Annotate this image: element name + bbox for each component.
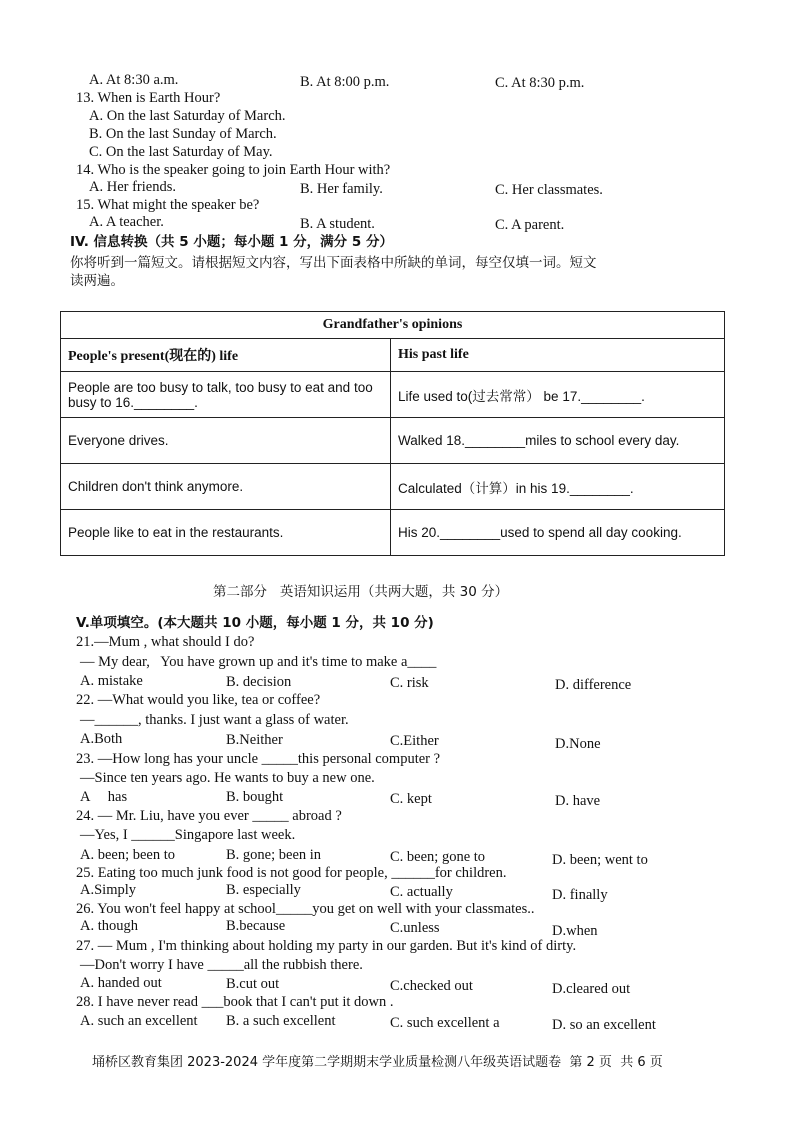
q21-option-a: A. mistake	[80, 673, 143, 689]
q28-option-a: A. such an excellent	[80, 1013, 198, 1029]
table-cell-present: People are too busy to talk, too busy to eat and too busy to 16.________.	[61, 372, 391, 418]
q27-option-c: C.checked out	[390, 978, 473, 994]
q14-option-b: B. Her family.	[300, 181, 383, 197]
q26-line1: 26. You won't feel happy at school_____you get on well with your classmates..	[76, 901, 535, 917]
q25-option-c: C. actually	[390, 884, 453, 900]
section4-heading: IV. 信息转换（共 5 小题；每小题 1 分，满分 5 分）	[70, 234, 393, 250]
q21-line2: — My dear, You have grown up and it's time to make a____	[80, 654, 437, 670]
q13-option-b: B. On the last Sunday of March.	[89, 126, 277, 142]
q15-option-c: C. A parent.	[495, 217, 565, 233]
q27-line2: —Don't worry I have _____all the rubbish there.	[80, 957, 363, 973]
q22-option-b: B.Neither	[226, 732, 283, 748]
table-cell-past: Walked 18.________miles to school every day.	[391, 418, 725, 464]
q23-line2: —Since ten years ago. He wants to buy a new one.	[80, 770, 375, 786]
table-cell-past: Calculated（计算）in his 19.________.	[391, 464, 725, 510]
q26-option-d: D.when	[552, 923, 598, 939]
q23-option-d: D. have	[555, 793, 601, 809]
page-footer: 埇桥区教育集团 2023-2024 学年度第二学期期末学业质量检测八年级英语试题卷 第 2 页 共 6 页	[92, 1055, 663, 1070]
q15-option-a: A. A teacher.	[89, 214, 164, 230]
q24-line1: 24. — Mr. Liu, have you ever _____ abroad ?	[76, 808, 342, 824]
q21-option-d: D. difference	[555, 677, 632, 693]
q26-option-a: A. though	[80, 918, 138, 934]
q28-option-d: D. so an excellent	[552, 1017, 656, 1033]
q13-option-c: C. On the last Saturday of May.	[89, 144, 273, 160]
table-cell-past: His 20.________used to spend all day cooking.	[391, 510, 725, 556]
q15-option-b: B. A student.	[300, 216, 375, 232]
section5-heading: V.单项填空。(本大题共 10 小题，每小题 1 分，共 10 分)	[76, 615, 434, 631]
q22-option-d: D.None	[555, 736, 601, 752]
q13-stem: 13. When is Earth Hour?	[76, 90, 221, 106]
q25-option-a: A.Simply	[80, 882, 136, 898]
q12-option-b: B. At 8:00 p.m.	[300, 74, 390, 90]
q23-line1: 23. —How long has your uncle _____this personal computer ?	[76, 751, 441, 767]
q24-line2: —Yes, I ______Singapore last week.	[80, 827, 296, 843]
q28-line1: 28. I have never read ___book that I can't put it down .	[76, 994, 394, 1010]
grandfather-opinions-table	[60, 311, 725, 556]
q22-option-a: A.Both	[80, 731, 123, 747]
table-row	[61, 372, 725, 418]
q22-line2: —______, thanks. I just want a glass of water.	[80, 712, 349, 728]
table-row	[61, 464, 725, 510]
q25-option-b: B. especially	[226, 882, 301, 898]
q15-stem: 15. What might the speaker be?	[76, 197, 260, 213]
q24-option-b: B. gone; been in	[226, 847, 322, 863]
q26-option-c: C.unless	[390, 920, 440, 936]
q27-option-d: D.cleared out	[552, 981, 631, 997]
table-title: Grandfather's opinions	[61, 312, 725, 339]
q23-option-c: C. kept	[390, 791, 432, 807]
q14-option-a: A. Her friends.	[89, 179, 176, 195]
q27-line1: 27. — Mum , I'm thinking about holding my party in our garden. But it's kind of dirty.	[76, 938, 577, 954]
q21-line1: 21.—Mum , what should I do?	[76, 634, 255, 650]
q14-option-c: C. Her classmates.	[495, 182, 603, 198]
section4-instruction-line1: 你将听到一篇短文。请根据短文内容，写出下面表格中所缺的单词，每空仅填一词。短文	[70, 255, 597, 271]
q25-option-d: D. finally	[552, 887, 608, 903]
table-header-present: People's present(现在的) life	[61, 339, 391, 372]
table-cell-present: Children don't think anymore.	[61, 464, 391, 510]
q21-option-c: C. risk	[390, 675, 429, 691]
q12-option-a: A. At 8:30 a.m.	[89, 72, 179, 88]
q26-option-b: B.because	[226, 918, 286, 934]
q22-option-c: C.Either	[390, 733, 439, 749]
table-cell-past: Life used to(过去常常） be 17.________.	[391, 372, 725, 418]
q23-option-b: B. bought	[226, 789, 284, 805]
q28-option-c: C. such excellent a	[390, 1015, 500, 1031]
q28-option-b: B. a such excellent	[226, 1013, 336, 1029]
q24-option-c: C. been; gone to	[390, 849, 486, 865]
q27-option-b: B.cut out	[226, 976, 280, 992]
q14-stem: 14. Who is the speaker going to join Earth Hour with?	[76, 162, 391, 178]
table-cell-present: Everyone drives.	[61, 418, 391, 464]
q13-option-a: A. On the last Saturday of March.	[89, 108, 286, 124]
q12-option-c: C. At 8:30 p.m.	[495, 75, 585, 91]
q21-option-b: B. decision	[226, 674, 292, 690]
table-header-past: His past life	[391, 339, 725, 372]
q27-option-a: A. handed out	[80, 975, 162, 991]
table-row	[61, 418, 725, 464]
section4-instruction-line2: 读两遍。	[70, 273, 124, 289]
q24-option-d: D. been; went to	[552, 852, 648, 868]
q22-line1: 22. —What would you like, tea or coffee?	[76, 692, 321, 708]
part2-heading: 第二部分 英语知识运用（共两大题，共 30 分）	[213, 584, 509, 600]
q24-option-a: A. been; been to	[80, 847, 176, 863]
q25-line1: 25. Eating too much junk food is not good for people, ______for children.	[76, 865, 507, 881]
table-row	[61, 510, 725, 556]
q23-option-a: A has	[80, 789, 128, 805]
table-cell-present: People like to eat in the restaurants.	[61, 510, 391, 556]
